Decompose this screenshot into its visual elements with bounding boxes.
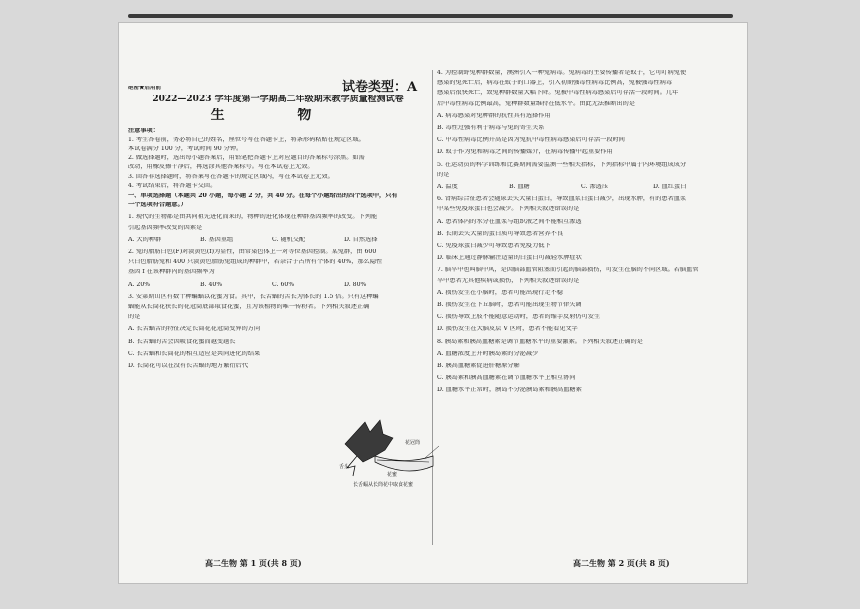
q5-option-b: B. 血糖 <box>509 184 530 191</box>
notes-line: 本试卷满分 100 分，考试时间 90 分钟。 <box>128 145 243 152</box>
q7-option: C. 损伤导致上肢不能随意运动时，患者的缩手反射仍可发生 <box>437 314 601 321</box>
q3-stem: 蝠能从长筒花狭长的花冠筒底部取食花蜜，且为该植物的唯一传粉者。下列相关叙述正确 <box>128 303 370 310</box>
q4-stem: 感染的兔死亡后，病毒在蚊子的口器上，引入初期强毒性病毒比例高，兔被强毒性病毒 <box>437 80 673 87</box>
q2-stem: 2. 兔的脂肪白色(F)对淡黄色(f)为显性，由常染色体上一对等位基因控制。某兔群，由 600 <box>128 248 377 255</box>
q5-option-c: C. 渗透压 <box>581 184 609 191</box>
q3-option: A. 长舌蝠舌的特征决定长筒花花冠筒变异的方向 <box>128 326 261 333</box>
q1-option-a: A. 大的种群 <box>128 236 162 243</box>
q7-stem: 卒中患者无其他疾病或损伤，下列相关叙述错误的是 <box>437 277 580 284</box>
notes-line: 2. 做选择题时，选出每小题答案后，用铅笔把答题卡上对应题目的答案标号涂黑。如需 <box>128 155 365 162</box>
q5-stem: 的是 <box>437 171 450 178</box>
notes-line: 4. 考试结束后，将答题卡交回。 <box>128 182 217 189</box>
footer-page-1: 高二生物 第 1 页(共 8 页) <box>205 558 302 568</box>
q4-option: C. 中毒性病毒比例升高是因为兔抗中毒性病毒感染后可存活一段时间 <box>437 137 625 144</box>
subject-title: 生 物 <box>210 107 346 122</box>
q7-stem: 7. 脑卒中也叫脑中风，是因脑部血管阻塞而引起的脑部损伤，可发生在脑的不同区域。若脑血管 <box>437 267 699 274</box>
q2-stem: 基因 f 在该种群内的基因频率为 <box>128 269 215 276</box>
exam-type-label: 试卷类型：A <box>342 80 418 95</box>
q8-stem: 8. 胰岛素和胰高血糖素是调节血糖水平的重要激素。下列相关叙述正确的是 <box>437 338 643 345</box>
q5-option-a: A. 温度 <box>437 184 458 191</box>
secret-mark: 绝密★启用前 <box>128 86 162 91</box>
q3-stem: 3. 安第斯山区有数十种蝙蝠以花蜜为食。其中，长舌蝠的舌长为体长的 1.5 倍。只有这种蝙 <box>128 293 379 300</box>
q7-option: B. 损伤发生在下丘脑时，患者可能出现生物节律失调 <box>437 302 582 309</box>
q6-option: C. 免疫球蛋白减少可导致患者免疫力低下 <box>437 243 551 250</box>
section-heading: 一、单项选择题（本题共 20 小题，每小题 2 分，共 40 分。在每个小题给出的四个选项中，只有 <box>128 192 398 199</box>
footer-page-2: 高二生物 第 2 页(共 8 页) <box>573 558 670 568</box>
notes-heading: 注意事项： <box>128 127 159 134</box>
q1-stem: 1. 现代的生物都是由共同祖先进化而来的，物种的进化体现在种群基因频率的改变。下列能 <box>128 214 378 221</box>
q1-option-c: C. 随机交配 <box>272 236 306 243</box>
q3-option: D. 长筒花可以在没有长舌蝠的地方繁衍后代 <box>128 362 249 369</box>
q4-stem: 4. 为控制野兔种群数量，澳洲引入一种兔病毒。兔病毒的主要传播者是蚊子，它可叮病兔使 <box>437 70 687 76</box>
section-heading: 一个选项符合题意。） <box>128 202 187 209</box>
label-nectar: 花蜜 <box>387 472 398 478</box>
exam-title: 2022—2023 学年度第一学期高二年级期末教学质量检测试卷 <box>152 94 404 104</box>
q2-option-b: B. 40% <box>200 281 223 288</box>
q1-stem: 引起基因频率改变的因素是 <box>128 224 203 231</box>
bat-flower-figure <box>335 416 440 488</box>
notes-line: 1. 考生答卷前，务必将自己的姓名，座位号写在答题卡上，将条形码粘贴在规定区域。 <box>128 136 365 143</box>
q2-option-c: C. 60% <box>272 281 295 288</box>
q2-stem: 只白色脂肪兔和 400 只淡黄色脂肪兔组成的种群中，若杂合子占所有个体的 40%，那么隐性 <box>128 259 383 266</box>
q2-option-d: D. 80% <box>344 281 367 288</box>
q3-option: B. 长舌蝠的舌会因吸食花蜜而越变越长 <box>128 338 236 345</box>
notes-line: 3. 回答非选择题时，将答案写在答题卡的规定区域内，写在本试卷上无效。 <box>128 173 334 180</box>
bat-wing-shape <box>345 420 393 462</box>
q3-option: C. 长舌蝠和长筒花的相互适应是共同进化的结果 <box>128 350 261 357</box>
q7-option: A. 损伤发生在小脑时，患者可能出现行走不稳 <box>437 289 563 296</box>
notes-line: 改动，用橡皮擦干净后，再选涂其他答案标号。写在本试卷上无效。 <box>128 164 314 171</box>
q4-stem: 感染后很快死亡，致兔种群数量大幅下降。兔被中毒性病毒感染后可存活一段时间。几年 <box>437 90 679 97</box>
left-column <box>128 72 428 369</box>
flower-tube-shape <box>375 456 433 471</box>
q1-option-d: D. 自然选择 <box>344 236 378 243</box>
q4-option: A. 病毒感染对兔种群的抗性具有选择作用 <box>437 112 551 119</box>
q4-stem: 后中毒性病毒比例最高，兔种群数量维持在低水平。由此无法推断出的是 <box>437 100 635 107</box>
figure-caption: 长舌蝠从长筒花中取食花蜜 <box>353 482 414 488</box>
q7-option: D. 损伤发生在大脑皮层 V 区时，患者不能看见文字 <box>437 326 578 333</box>
q4-option: B. 毒性过强有利于病毒与兔的寄生关系 <box>437 125 545 132</box>
label-tube: 花冠筒 <box>405 440 421 446</box>
q6-stem: 中某些免疫球蛋白也会减少。下列相关叙述错误的是 <box>437 206 580 213</box>
q6-option: B. 长期丢失大量的蛋白质可导致患者营养不良 <box>437 230 564 237</box>
q4-option: D. 蚊子作为兔和病毒之间的传播媒介，在病毒传播中起重要作用 <box>437 149 613 156</box>
q6-option: A. 患者体内的水分在血浆与组织液之间不能相互渗透 <box>437 218 582 225</box>
q6-option: D. 临床上通过静脉输注适量的白蛋白可减轻水肿症状 <box>437 255 582 262</box>
q5-stem: 5. 在运动员的科学训练和比赛期间需要监测一些相关指标，下列指标中属于内环境组成成分 <box>437 161 687 168</box>
q3-stem: 的是 <box>128 314 141 321</box>
q1-option-b: B. 基因重组 <box>200 236 234 243</box>
q8-option: B. 胰高血糖素促进肝糖原分解 <box>437 363 520 370</box>
right-column <box>437 70 737 394</box>
label-tongue: 舌头 <box>339 464 350 470</box>
scan-top-bar <box>128 14 733 18</box>
q5-option-d: D. 血红蛋白 <box>653 184 687 191</box>
q8-option: A. 血糖浓度上升时胰岛素的分泌减少 <box>437 350 539 357</box>
q2-option-a: A. 20% <box>128 281 151 288</box>
q8-option: D. 血糖水平正常时，胰岛不分泌胰岛素和胰高血糖素 <box>437 387 582 394</box>
q6-stem: 6. 肾病综合征患者会随尿丢失大量白蛋白，导致血浆白蛋白减少，出现水肿，有的患者血浆 <box>437 196 687 203</box>
q8-option: C. 胰岛素和胰高血糖素在调节血糖水平上相互协同 <box>437 375 576 382</box>
